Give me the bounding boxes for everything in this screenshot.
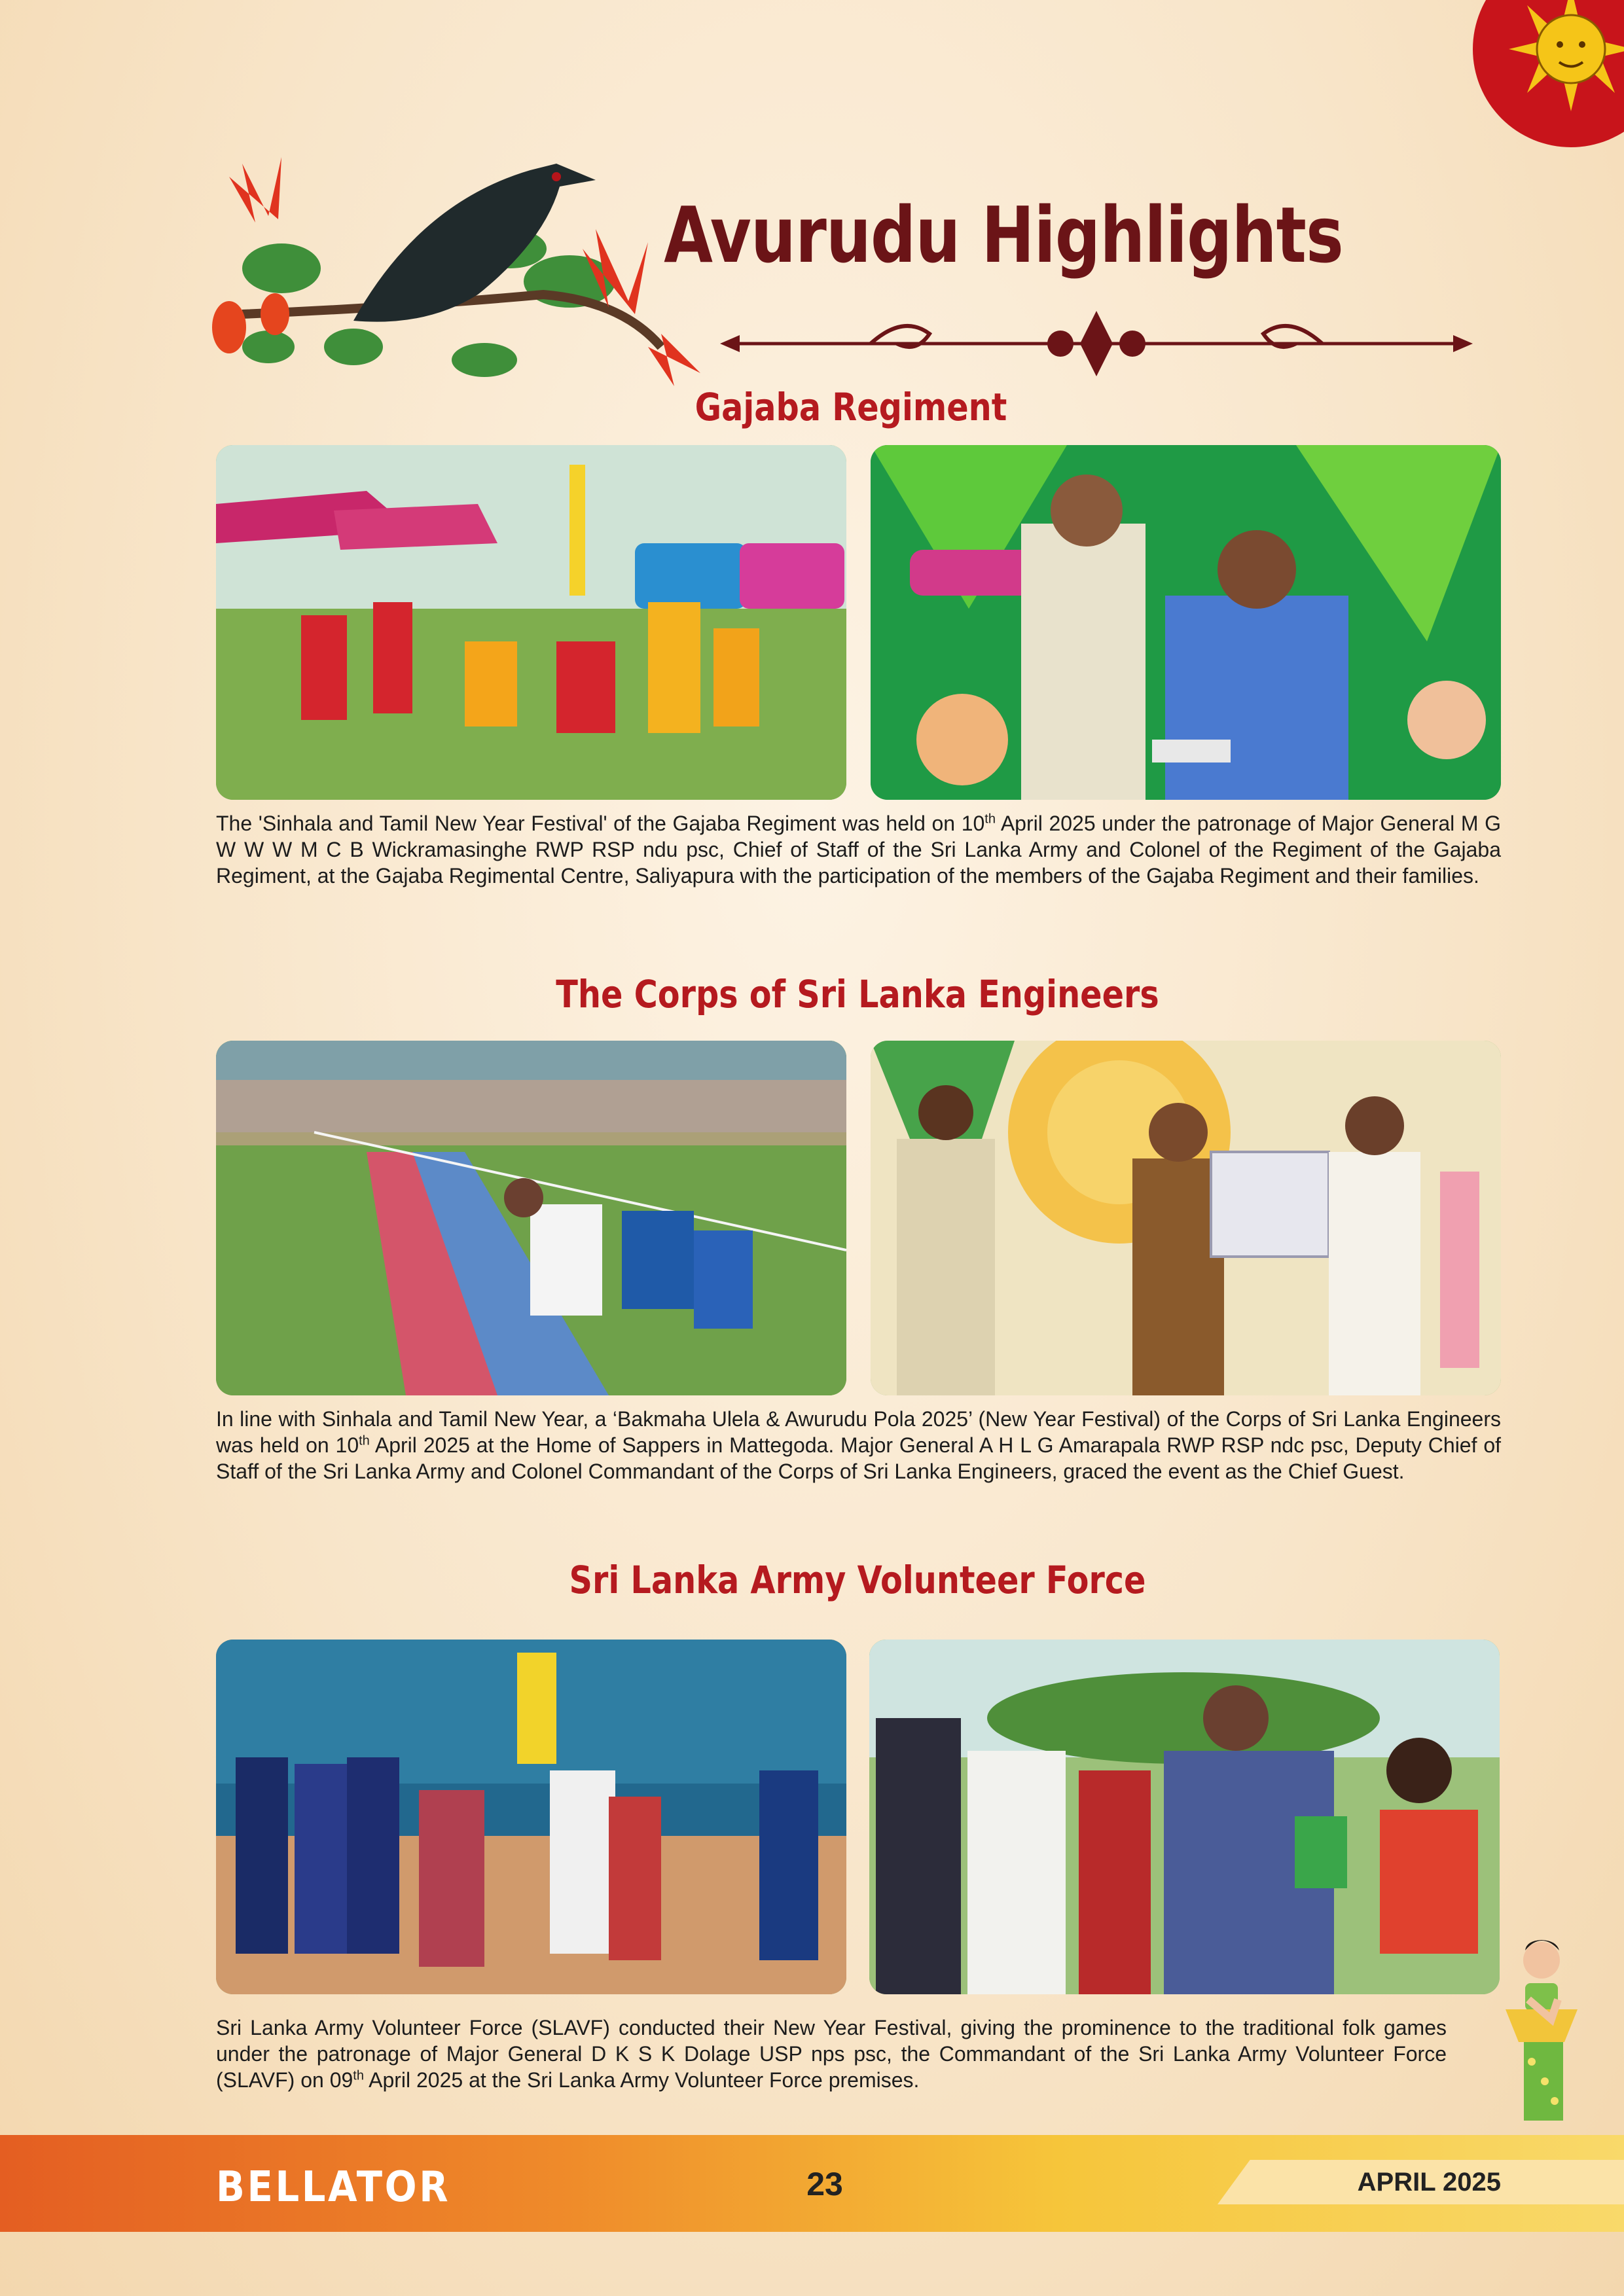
engineers-games-photo xyxy=(216,1041,846,1395)
gajaba-caption: The 'Sinhala and Tamil New Year Festival' of the Gajaba Regiment was held on 10th April 2025 under the patronage of Major General M G W W W M C B Wickramasinghe RWP RSP ndu psc, Chief of Staff of the Sri Lanka Army and Colonel of the Regiment of the Gajaba Regiment, at the Gajaba Regimental Centre, Saliyapura with the participation of the members of the Gajaba Regiment and their families. xyxy=(216,812,1502,888)
issue-date: APRIL 2025 xyxy=(1357,2168,1501,2197)
koel-bird-illustration-icon xyxy=(203,151,713,399)
ornamental-divider-icon xyxy=(720,308,1473,380)
gajaba-dance-photo xyxy=(216,445,846,800)
engineers-caption: In line with Sinhala and Tamil New Year, a ‘Bakmaha Ulela & Awurudu Pola 2025’ (New Year Festival) of the Corps of Sri Lanka Engineers was held on 10th April 2025 at the Home of Sappers in Mattegoda. Major General A H L G Amarapala RWP RSP ndc psc, Deputy Chief of Staff of the Sri Lanka Army and Colonel Commandant of the Corps of Sri Lanka Engineers, graced the event as the Chief Guest. xyxy=(216,1407,1502,1483)
volunteer-force-caption: Sri Lanka Army Volunteer Force (SLAVF) conducted their New Year Festival, giving the prominence to the traditional folk games under the patronage of Major General D K S K Dolage USP nps psc, the Commandant of the Sri Lanka Army Volunteer Force (SLAVF) on 09th April 2025 at the Sri Lanka Army Volunteer Force premises. xyxy=(216,2016,1447,2092)
section-heading-volunteer-force: Sri Lanka Army Volunteer Force xyxy=(569,1558,1146,1602)
brand-logo: BELLATOR xyxy=(216,2163,451,2212)
dancer-illustration-icon xyxy=(1479,1931,1597,2127)
volunteer-force-games-photo xyxy=(216,1640,846,1994)
volunteer-force-award-photo xyxy=(869,1640,1500,1994)
gajaba-award-photo xyxy=(871,445,1501,800)
page-title: Avurudu Highlights xyxy=(664,190,1343,280)
page-number: 23 xyxy=(806,2166,843,2202)
section-heading-gajaba: Gajaba Regiment xyxy=(695,385,1007,429)
sun-emblem-icon xyxy=(1466,0,1624,151)
engineers-award-photo xyxy=(871,1041,1501,1395)
section-heading-engineers: The Corps of Sri Lanka Engineers xyxy=(556,972,1159,1016)
